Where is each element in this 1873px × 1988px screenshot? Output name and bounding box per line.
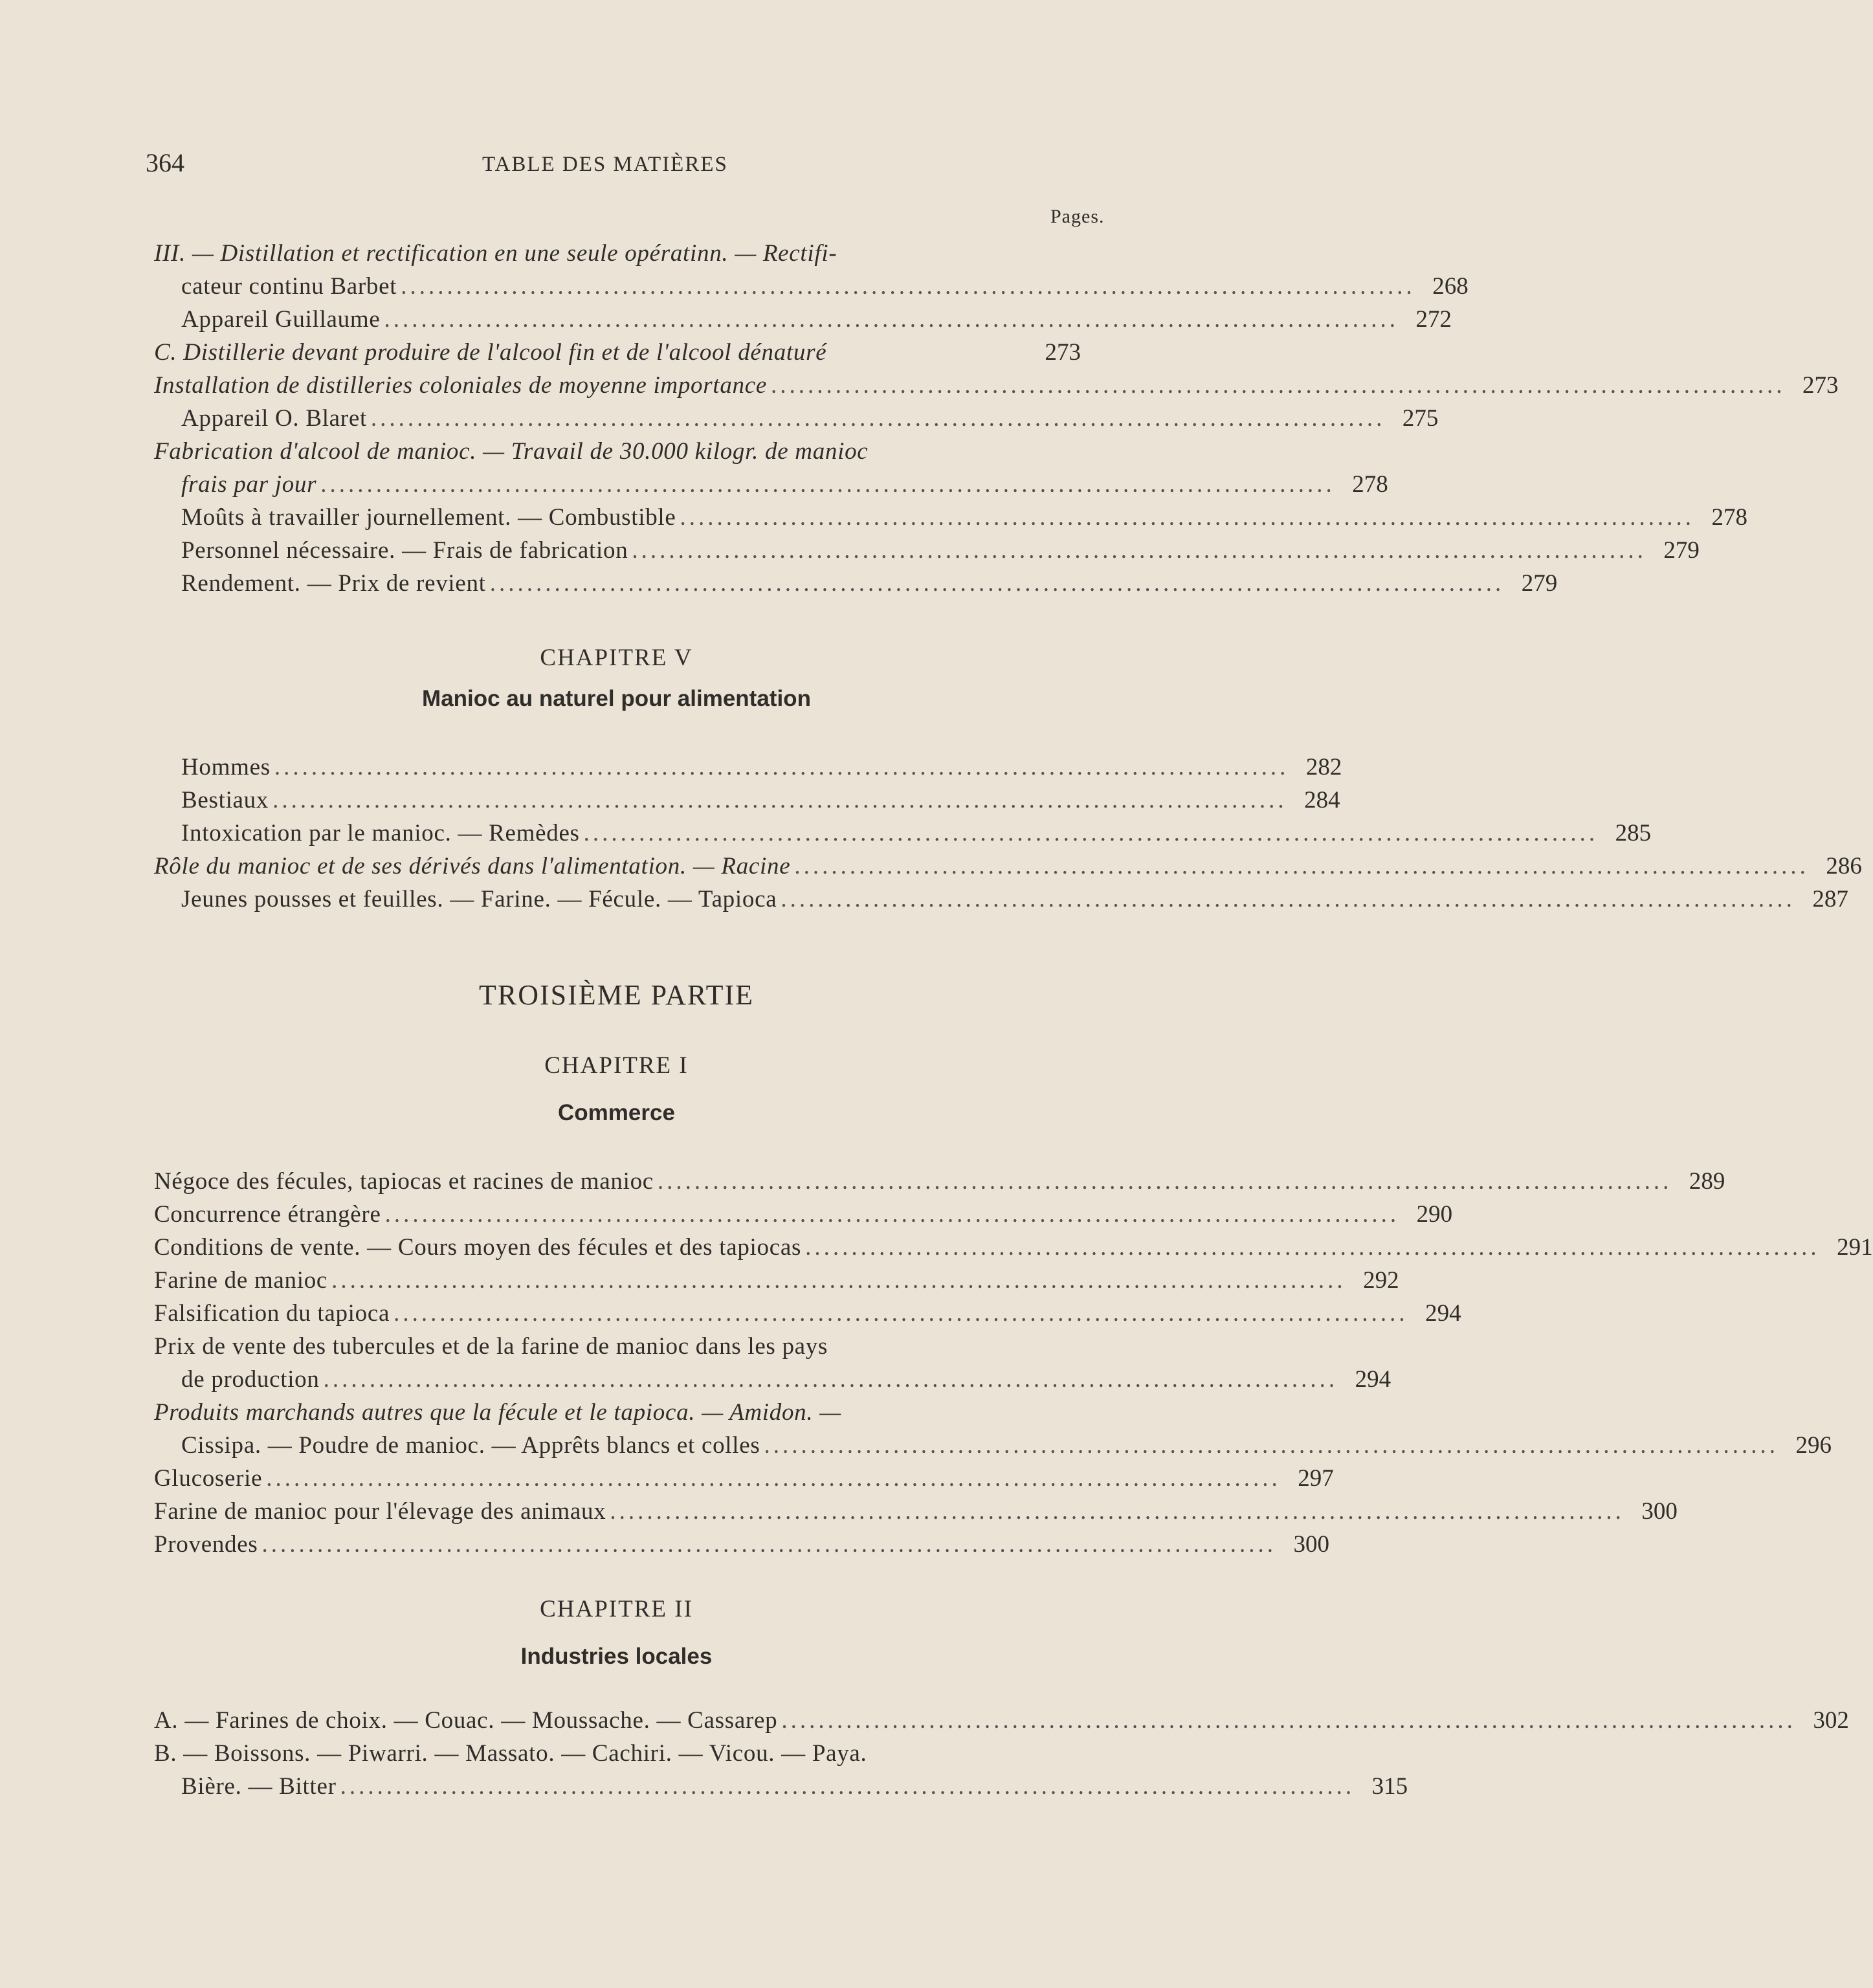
toc-entry-line: B. — Boissons. — Piwarri. — Massato. — Cachiri. — Vicou. — Paya. [154, 1740, 867, 1767]
dot-leader: .............................................................................................................. [781, 1707, 1796, 1734]
dot-leader: .............................................................................................................. [272, 787, 1287, 813]
toc-page-number: 285 [1615, 820, 1652, 846]
dot-leader: .............................................................................................................. [266, 1465, 1281, 1492]
page-number: 364 [146, 148, 184, 177]
toc-entry-text: de production [181, 1366, 320, 1393]
part-heading: TROISIÈME PARTIE [479, 979, 754, 1011]
toc-page-number: 294 [1425, 1300, 1461, 1327]
toc-section-distillation [154, 237, 1839, 600]
toc-entry-text: Bière. — Bitter [181, 1773, 337, 1800]
toc-entry [154, 336, 1081, 369]
toc-entry [154, 567, 1558, 600]
toc-section-chapter-ii [154, 1704, 1849, 1803]
dot-leader: .............................................................................................................. [401, 273, 1415, 300]
toc-page-number: 315 [1371, 1773, 1408, 1800]
toc-entry [154, 468, 1388, 501]
dot-leader: .............................................................................................................. [680, 504, 1695, 531]
toc-entry [154, 1198, 1453, 1231]
toc-entry [154, 1231, 1873, 1264]
toc-entry-line: III. — Distillation et rectification en une seule opératinn. — Rectifi- [154, 240, 837, 267]
toc-entry [154, 850, 1862, 883]
toc-entry [154, 369, 1839, 402]
toc-entry [154, 751, 1342, 784]
toc-page-number: 300 [1641, 1498, 1678, 1525]
toc-entry-text: Appareil O. Blaret [181, 405, 367, 432]
toc-entry [154, 1704, 1849, 1737]
dot-leader: .............................................................................................................. [340, 1773, 1355, 1800]
toc-page-number: 268 [1432, 273, 1468, 300]
dot-leader: .............................................................................................................. [805, 1234, 1820, 1261]
dot-leader: .............................................................................................................. [610, 1498, 1624, 1525]
toc-entry-text: cateur continu Barbet [181, 273, 397, 300]
toc-entry-text: Personnel nécessaire. — Frais de fabrication [181, 537, 628, 564]
toc-page-number: 279 [1521, 570, 1558, 597]
toc-entry-text: C. Distillerie devant produire de l'alcool fin et de l'alcool dénaturé [154, 339, 827, 366]
dot-leader: .............................................................................................................. [393, 1300, 1408, 1327]
toc-entry [154, 1363, 1391, 1396]
toc-entry [154, 501, 1748, 534]
dot-leader: .............................................................................................................. [764, 1432, 1779, 1459]
running-title: TABLE DES MATIÈRES [482, 153, 728, 176]
toc-page-number: 302 [1813, 1707, 1849, 1734]
dot-leader: .............................................................................................................. [320, 471, 1335, 498]
toc-page-number: 290 [1416, 1201, 1453, 1228]
toc-entry [154, 1264, 1399, 1297]
dot-leader: .............................................................................................................. [331, 1267, 1346, 1294]
toc-entry [154, 303, 1452, 336]
toc-page-number: 292 [1363, 1267, 1399, 1294]
chapter-title: Industries locales [520, 1644, 713, 1669]
pages-column-label: Pages. [1050, 206, 1105, 227]
chapter-heading: CHAPITRE V [540, 645, 693, 671]
toc-entry [154, 1429, 1832, 1462]
toc-entry [154, 1528, 1329, 1561]
toc-page-number: 279 [1663, 537, 1700, 564]
toc-entry [154, 270, 1468, 303]
toc-page-number: 284 [1304, 787, 1340, 813]
toc-entry-text: Cissipa. — Poudre de manioc. — Apprêts blancs et colles [181, 1432, 760, 1459]
dot-leader: .............................................................................................................. [370, 405, 1386, 432]
toc-entry-text: A. — Farines de choix. — Couac. — Moussache. — Cassarep [154, 1707, 778, 1734]
toc-entry [154, 784, 1340, 817]
toc-entry-line: Prix de vente des tubercules et de la farine de manioc dans les pays [154, 1333, 828, 1360]
dot-leader: .............................................................................................................. [489, 570, 1505, 597]
running-head [146, 148, 1097, 186]
toc-entry [154, 1297, 1461, 1330]
toc-entry-text: Négoce des fécules, tapiocas et racines de manioc [154, 1168, 654, 1195]
toc-page-number: 273 [1045, 339, 1081, 366]
dot-leader: .............................................................................................................. [274, 754, 1289, 780]
chapter-heading: CHAPITRE II [540, 1596, 693, 1622]
toc-entry-text: Jeunes pousses et feuilles. — Farine. — Fécule. — Tapioca [181, 886, 777, 912]
dot-leader: .............................................................................................................. [632, 537, 1646, 564]
dot-leader: .............................................................................................................. [261, 1531, 1276, 1558]
toc-page-number: 278 [1711, 504, 1748, 531]
toc-page-number: 294 [1355, 1366, 1391, 1393]
dot-leader: .............................................................................................................. [384, 1201, 1400, 1228]
dot-leader: .............................................................................................................. [323, 1366, 1338, 1393]
toc-entry-line: Produits marchands autres que la fécule et le tapioca. — Amidon. — [154, 1399, 841, 1426]
toc-entry [154, 534, 1700, 567]
toc-entry [154, 1495, 1678, 1528]
toc-entry-text: Farine de manioc [154, 1267, 328, 1294]
toc-entry-text: frais par jour [181, 471, 317, 498]
toc-page-number: 275 [1402, 405, 1439, 432]
toc-entry-text: Moûts à travailler journellement. — Combustible [181, 504, 676, 531]
toc-entry-text: Rendement. — Prix de revient [181, 570, 486, 597]
toc-entry-text: Conditions de vente. — Cours moyen des fécules et des tapiocas [154, 1234, 802, 1261]
toc-entry [154, 817, 1652, 850]
toc-entry-text: Provendes [154, 1531, 258, 1558]
toc-page-number: 278 [1352, 471, 1388, 498]
toc-entry-text: Installation de distilleries coloniales de moyenne importance [154, 372, 767, 399]
toc-entry [154, 883, 1848, 916]
toc-page-number: 273 [1802, 372, 1839, 399]
dot-leader: .............................................................................................................. [583, 820, 1599, 846]
toc-entry-text: Appareil Guillaume [181, 306, 381, 333]
chapter-title: Manioc au naturel pour alimentation [422, 686, 811, 711]
chapter-heading: CHAPITRE I [544, 1052, 689, 1079]
toc-page-number: 282 [1305, 754, 1342, 780]
toc-entry-text: Rôle du manioc et de ses dérivés dans l'alimentation. — Racine [154, 853, 791, 879]
toc-entry-text: Farine de manioc pour l'élevage des animaux [154, 1498, 606, 1525]
toc-entry-text: Glucoserie [154, 1465, 263, 1492]
toc-page-number: 272 [1415, 306, 1452, 333]
dot-leader: .............................................................................................................. [781, 886, 1795, 912]
toc-entry [154, 1462, 1334, 1495]
toc-entry-text: Concurrence étrangère [154, 1201, 381, 1228]
toc-page-number: 297 [1298, 1465, 1334, 1492]
toc-section-chapter-i [154, 1165, 1873, 1561]
toc-page-number: 289 [1689, 1168, 1725, 1195]
toc-page-number: 287 [1812, 886, 1848, 912]
dot-leader: .............................................................................................................. [657, 1168, 1672, 1195]
dot-leader: .............................................................................................................. [384, 306, 1399, 333]
toc-page-number: 300 [1293, 1531, 1329, 1558]
toc-page-number: 286 [1826, 853, 1862, 879]
chapter-title: Commerce [558, 1100, 675, 1125]
dot-leader: .............................................................................................................. [794, 853, 1809, 879]
toc-entry [154, 1770, 1408, 1803]
toc-page-number: 291 [1837, 1234, 1873, 1261]
toc-entry [154, 402, 1439, 435]
toc-entry [154, 1165, 1725, 1198]
toc-entry-text: Falsification du tapioca [154, 1300, 390, 1327]
toc-entry-text: Hommes [181, 754, 271, 780]
toc-page-number: 296 [1795, 1432, 1832, 1459]
toc-entry-text: Intoxication par le manioc. — Remèdes [181, 820, 580, 846]
toc-section-chapter-v [154, 751, 1862, 916]
toc-entry-text: Bestiaux [181, 787, 269, 813]
toc-entry-line: Fabrication d'alcool de manioc. — Travail de 30.000 kilogr. de manioc [154, 438, 869, 465]
dot-leader: .............................................................................................................. [770, 372, 1786, 399]
